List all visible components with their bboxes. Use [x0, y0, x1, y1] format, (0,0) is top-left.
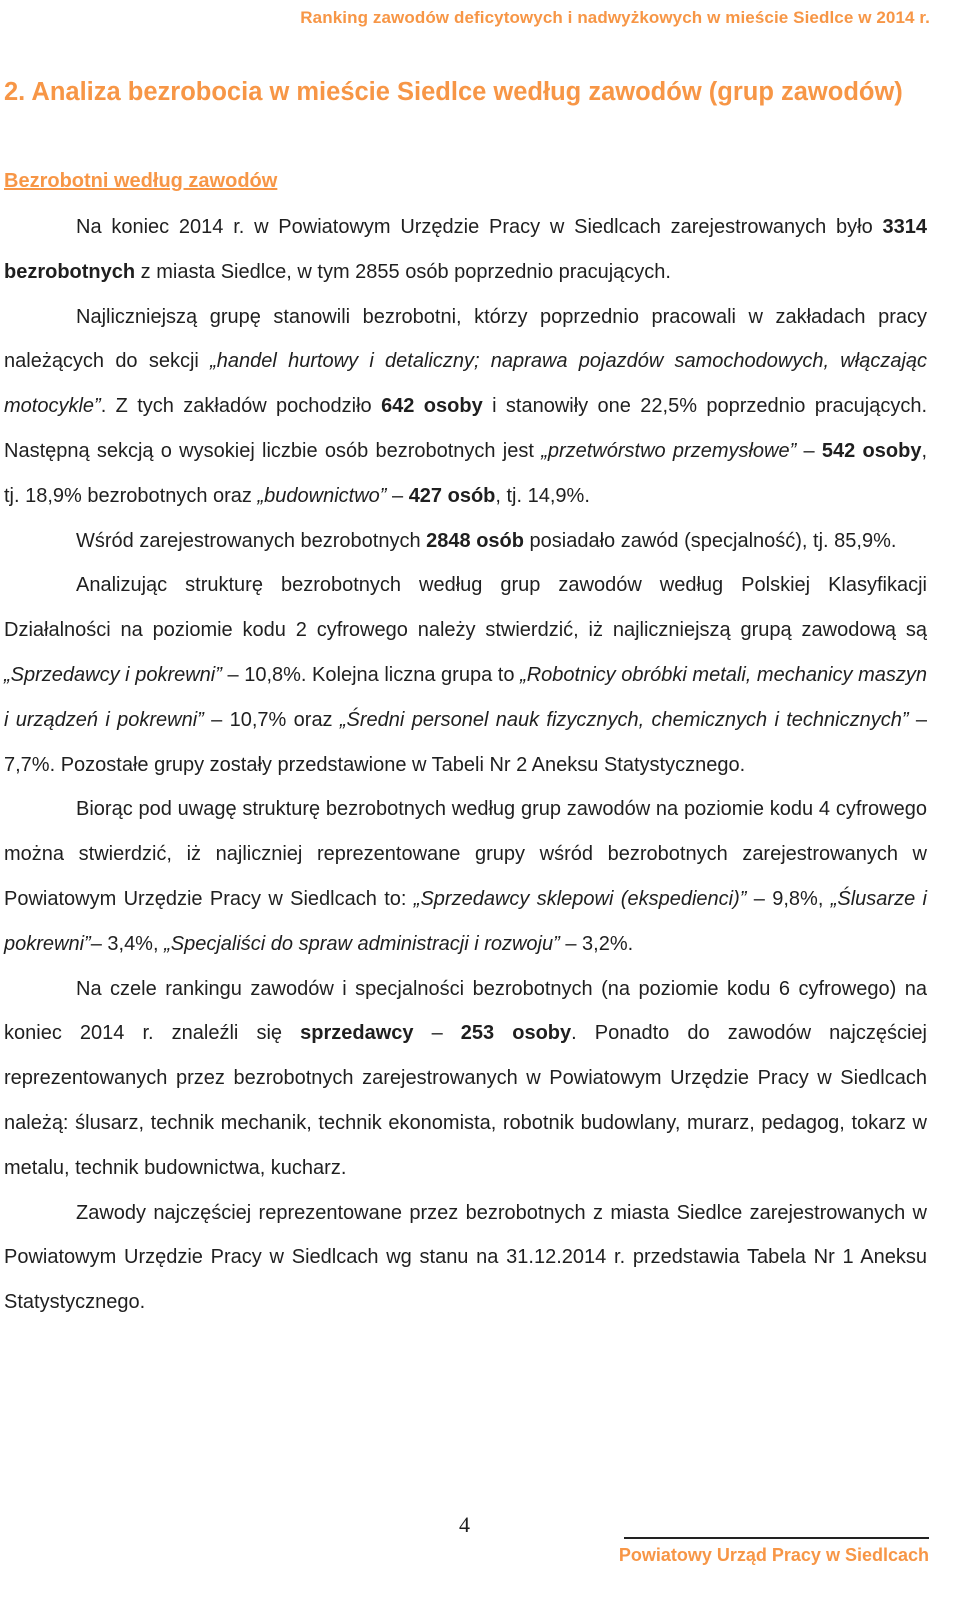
bold-text: 427 osób: [408, 484, 496, 507]
italic-text: „budownictwo”: [257, 484, 387, 507]
text: – 7,7%. Pozostałe grupy zostały przedstawione w Tabeli Nr 2 Aneksu Statystycznego.: [4, 708, 927, 776]
section-title: 2. Analiza bezrobocia w mieście Siedlce według zawodów (grup zawodów): [4, 78, 903, 106]
text: Zawody najczęściej reprezentowane przez bezrobotnych z miasta Siedlce zarejestrowanych w Powiatowym Urzędzie Pracy w Siedlcach wg stanu na 31.12.2014 r. przedstawia Tabela Nr 1 Aneksu Statystycznego.: [4, 1201, 927, 1314]
paragraph-1: [4, 205, 927, 295]
bold-text: 642 osoby: [381, 395, 483, 418]
text: –: [386, 484, 409, 507]
bold-text: sprzedawcy: [300, 1022, 414, 1045]
page-number: 4: [459, 1512, 470, 1537]
italic-text: „przetwórstwo przemysłowe”: [541, 439, 797, 462]
text: Analizując strukturę bezrobotnych według grup zawodów według Polskiej Klasyfikacji Działalności na poziomie kodu 2 cyfrowego należy stwierdzić, iż najliczniejszą grupą zawodową są: [4, 574, 927, 642]
text: , tj. 14,9%.: [495, 484, 590, 507]
paragraph-4: [4, 563, 927, 787]
italic-text: „Średni personel nauk fizycznych, chemicznych i technicznych”: [339, 708, 909, 731]
italic-text: „Sprzedawcy i pokrewni”: [4, 663, 222, 686]
bold-text: 2848 osób: [426, 529, 524, 552]
text: posiadało zawód (specjalność), tj. 85,9%.: [523, 529, 897, 552]
bold-text: 3314 bezrobotnych: [4, 216, 927, 283]
paragraph-7: [4, 1191, 927, 1325]
text: i stanowiły one 22,5% poprzednio pracujących. Następną sekcją o wysokiej liczbie osób bezrobotnych jest: [4, 395, 928, 462]
text: –: [796, 439, 822, 462]
bold-text: 542 osoby: [821, 439, 922, 462]
italic-text: „handel hurtowy i detaliczny; naprawa pojazdów samochodowych, włączając motocykle”: [4, 350, 928, 418]
paragraph-5: [4, 787, 927, 966]
paragraph-6: [4, 967, 927, 1191]
italic-text: „Ślusarze i pokrewni”: [4, 887, 927, 955]
text: – 3,2%.: [559, 932, 634, 955]
text: Wśród zarejestrowanych bezrobotnych: [76, 529, 427, 552]
text: – 10,8%. Kolejna liczna grupa to: [221, 663, 521, 686]
subsection-heading: Bezrobotni według zawodów: [4, 170, 278, 192]
text: Najliczniejszą grupę stanowili bezrobotni, którzy poprzednio pracowali w zakładach pracy należących do sekcji: [4, 305, 927, 373]
running-header: Ranking zawodów deficytowych i nadwyżkowych w mieście Siedlce w 2014 r.: [300, 8, 930, 27]
bold-text: 253 osoby: [460, 1022, 572, 1045]
paragraph-2: [4, 295, 927, 519]
text: – 10,7% oraz: [203, 708, 340, 731]
text: . Z tych zakładów pochodziło: [100, 395, 382, 418]
text: – 3,4%,: [90, 932, 165, 955]
text: . Ponadto do zawodów najczęściej reprezentowanych przez bezrobotnych zarejestrowanych w Powiatowym Urzędzie Pracy w Siedlcach należą: ślusarz, technik mechanik, technik ekonomista, robotnik budowlany, murarz, pedagog, tokarz w metalu, technik budownictwa, kucharz.: [4, 1022, 928, 1179]
footer-institution: Powiatowy Urząd Pracy w Siedlcach: [618, 1545, 929, 1565]
text: Biorąc pod uwagę strukturę bezrobotnych według grup zawodów na poziomie kodu 4 cyfrowego można stwierdzić, iż najliczniej reprezentowane grupy wśród bezrobotnych zarejestrowanych w Powiatowym Urzędzie Pracy w Siedlcach to:: [4, 798, 927, 910]
text: Na czele rankingu zawodów i specjalności bezrobotnych (na poziomie kodu 6 cyfrowego) na koniec 2014 r. znaleźli się: [4, 977, 927, 1045]
italic-text: „Sprzedawcy sklepowi (ekspedienci)”: [413, 887, 747, 910]
text: , tj. 18,9% bezrobotnych oraz: [4, 439, 928, 507]
text: z miasta Siedlce, w tym 2855 osób poprzednio pracujących.: [135, 260, 671, 283]
paragraph-3: [4, 519, 927, 564]
italic-text: „Specjaliści do spraw administracji i rozwoju”: [164, 932, 560, 955]
text: – 9,8%,: [746, 887, 831, 910]
text: Na koniec 2014 r. w Powiatowym Urzędzie Pracy w Siedlcach zarejestrowanych było: [76, 216, 883, 238]
footer-divider: [624, 1537, 929, 1539]
body-text: [4, 205, 927, 1325]
text: –: [413, 1022, 461, 1045]
italic-text: „Robotnicy obróbki metali, mechanicy maszyn i urządzeń i pokrewni”: [4, 663, 927, 731]
